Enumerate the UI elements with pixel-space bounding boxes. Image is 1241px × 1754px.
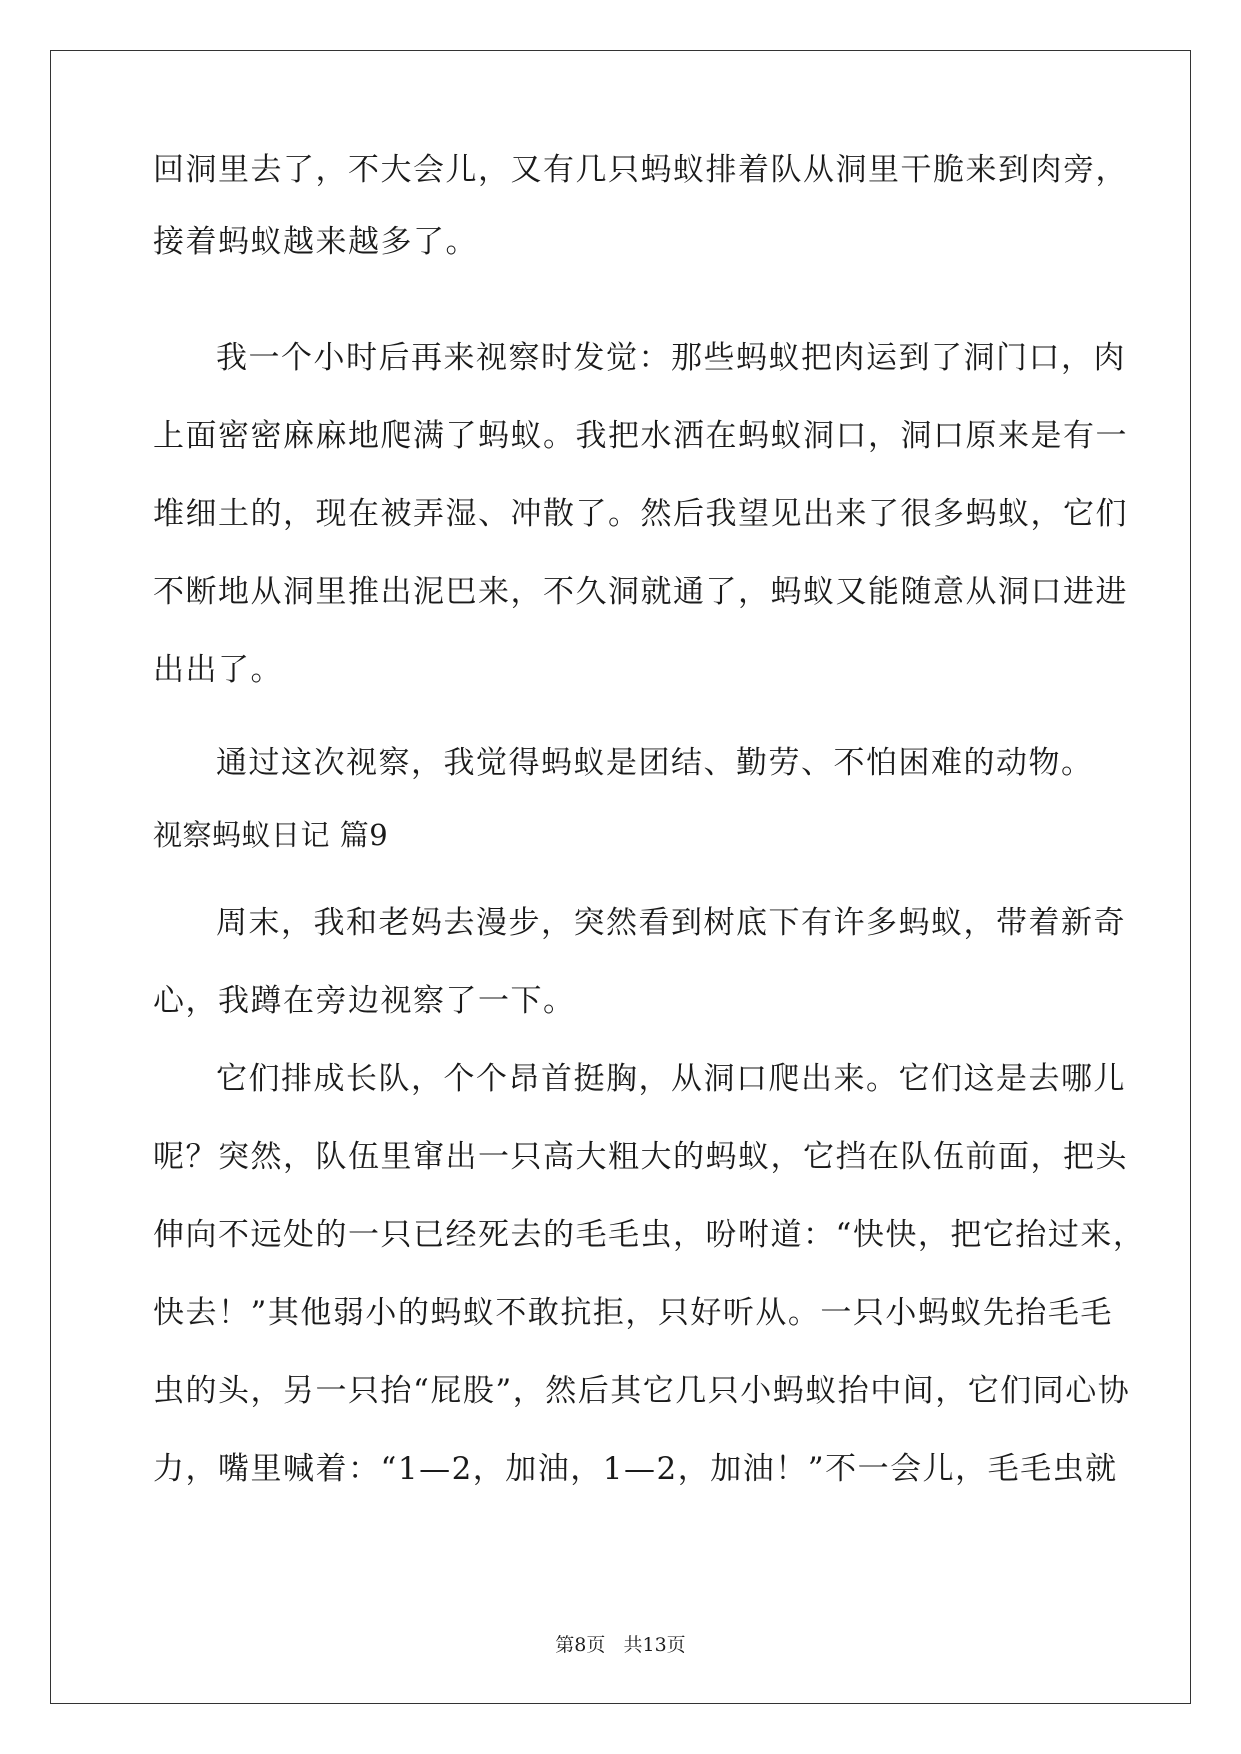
- paragraph-start: 通过这次视察，我觉得蚂蚁是团结、勤劳、不怕困难的动物。: [216, 745, 1094, 781]
- text-line: 快去！”其他弱小的蚂蚁不敢抗拒，只好听从。一只小蚂蚁先抬毛毛: [153, 1295, 1113, 1331]
- section-heading: 视察蚂蚁日记 篇9: [153, 818, 389, 852]
- text-line: 上面密密麻麻地爬满了蚂蚁。我把水洒在蚂蚁洞口，洞口原来是有一: [153, 418, 1128, 454]
- text-line: 呢？突然，队伍里窜出一只高大粗大的蚂蚁，它挡在队伍前面，把头: [153, 1139, 1128, 1175]
- text-line: 伸向不远处的一只已经死去的毛毛虫，吩咐道：“快快，把它抬过来，: [153, 1217, 1146, 1253]
- text-line: 力，嘴里喊着：“1—2，加油，1—2，加油！”不一会儿，毛毛虫就: [153, 1451, 1118, 1487]
- text-line: 堆细土的，现在被弄湿、冲散了。然后我望见出来了很多蚂蚁，它们: [153, 496, 1128, 532]
- paragraph-start: 周末，我和老妈去漫步，突然看到树底下有许多蚂蚁，带着新奇: [216, 905, 1126, 941]
- text-line: 不断地从洞里推出泥巴来，不久洞就通了，蚂蚁又能随意从洞口进进: [153, 574, 1128, 610]
- paragraph-start: 它们排成长队，个个昂首挺胸，从洞口爬出来。它们这是去哪儿: [216, 1061, 1126, 1097]
- text-line: 回洞里去了，不大会儿，又有几只蚂蚁排着队从洞里干脆来到肉旁，: [153, 152, 1128, 188]
- text-line: 出出了。: [153, 652, 283, 688]
- text-line: 接着蚂蚁越来越多了。: [153, 224, 478, 260]
- page-footer: 第8页 共13页: [555, 1634, 686, 1656]
- text-line: 心，我蹲在旁边视察了一下。: [153, 983, 576, 1019]
- text-line: 虫的头，另一只抬“屁股”，然后其它几只小蚂蚁抬中间，它们同心协: [153, 1373, 1131, 1409]
- paragraph-start: 我一个小时后再来视察时发觉：那些蚂蚁把肉运到了洞门口，肉: [216, 340, 1126, 376]
